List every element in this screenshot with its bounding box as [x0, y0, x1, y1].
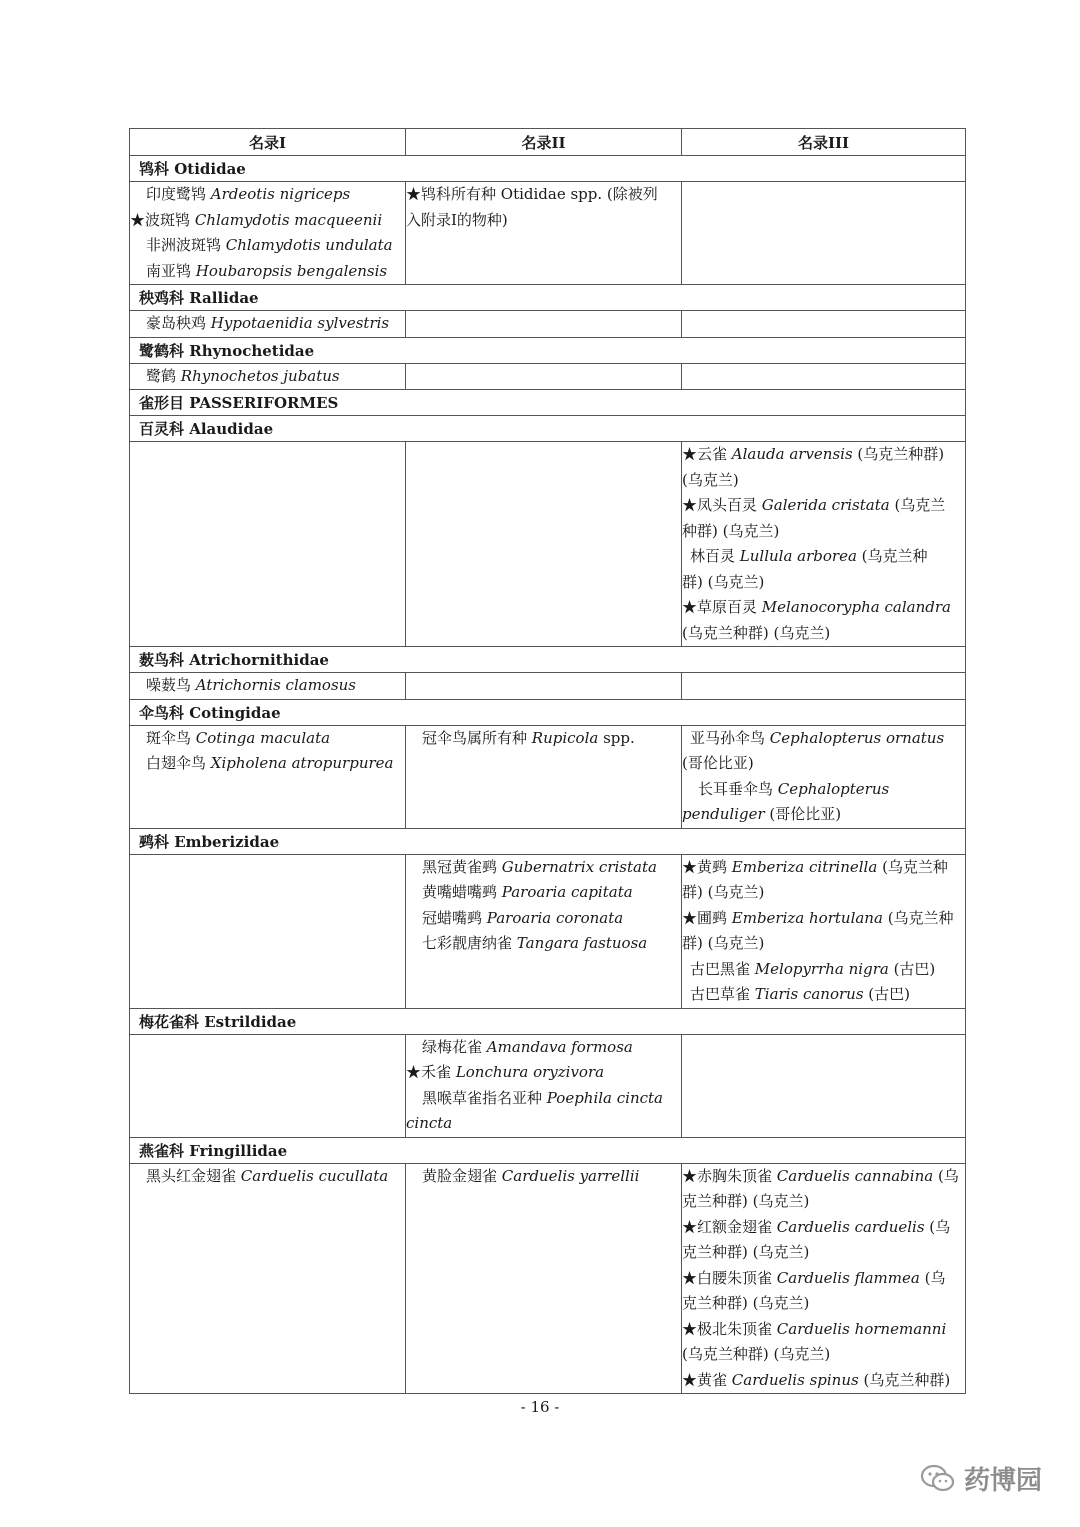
- species-entry-continued: cincta: [406, 1114, 453, 1132]
- species-entry: 印度鹭鸨 Ardeotis nigriceps: [146, 185, 351, 203]
- species-entry: 黑喉草雀指名亚种 Poephila cincta: [422, 1088, 663, 1107]
- table-row: [130, 673, 966, 700]
- table-row: [130, 1034, 966, 1137]
- species-entry: 黑冠黄雀鹀 Gubernatrix cristata: [422, 857, 657, 876]
- appendix-1-cell: [130, 725, 406, 828]
- species-entry: 冠蜡嘴鹀 Paroaria coronata: [422, 908, 624, 927]
- appendix-1-cell: [130, 182, 406, 285]
- family-name: 伞鸟科 Cotingidae: [130, 699, 966, 725]
- appendix-3-cell: [682, 182, 966, 285]
- table-row: [130, 182, 966, 285]
- species-entry: 南亚鸨 Houbaropsis bengalensis: [146, 261, 388, 280]
- family-name: 燕雀科 Fringillidae: [130, 1137, 966, 1163]
- species-entry-continued: (乌克兰种群) (乌克兰): [682, 623, 831, 642]
- watermark: [920, 1460, 1042, 1497]
- appendix-2-cell: [406, 1163, 682, 1394]
- family-row: [130, 156, 966, 182]
- species-entry: ★草原百灵 Melanocorypha calandra: [682, 598, 951, 616]
- family-row: [130, 1008, 966, 1034]
- appendix-1-cell: [130, 854, 406, 1008]
- species-entry: ★黄雀 Carduelis spinus (乌克兰种群): [682, 1370, 951, 1389]
- species-entry: ★极北朱顶雀 Carduelis hornemanni: [682, 1319, 947, 1338]
- species-entry: 豪岛秧鸡 Hypotaenidia sylvestris: [146, 314, 390, 332]
- family-name: 鸨科 Otididae: [130, 156, 966, 182]
- appendix-table: [129, 128, 966, 1394]
- appendix-2-cell: [406, 1034, 682, 1137]
- species-entry: ★红额金翅雀 Carduelis carduelis (乌: [682, 1217, 951, 1236]
- family-row: [130, 416, 966, 442]
- species-entry: ★波斑鸨 Chlamydotis macqueenii: [130, 210, 383, 229]
- header-appendix-3: 名录III: [682, 129, 966, 156]
- species-entry: 鹭鹤 Rhynochetos jubatus: [146, 366, 340, 385]
- header-appendix-2: 名录II: [406, 129, 682, 156]
- family-row: [130, 699, 966, 725]
- order-name: 雀形目 PASSERIFORMES: [130, 390, 966, 416]
- species-entry: 冠伞鸟属所有种 Rupicola spp.: [422, 728, 635, 747]
- species-entry: 黄嘴蜡嘴鹀 Paroaria capitata: [422, 883, 633, 901]
- appendix-2-cell: [406, 363, 682, 390]
- page-number: - 16 -: [520, 1398, 560, 1416]
- species-entry: 白翅伞鸟 Xipholena atropurpurea: [146, 754, 394, 772]
- family-name: 鹭鹤科 Rhynochetidae: [130, 337, 966, 363]
- appendix-1-cell: [130, 1163, 406, 1394]
- species-entry-continued: (乌克兰种群) (乌克兰): [682, 1345, 831, 1363]
- appendix-2-cell: [406, 673, 682, 700]
- species-entry: 黄脸金翅雀 Carduelis yarrellii: [422, 1166, 640, 1185]
- appendix-1-cell: [130, 311, 406, 338]
- species-entry: 七彩靓唐纳雀 Tangara fastuosa: [422, 934, 648, 952]
- appendix-1-cell: [130, 1034, 406, 1137]
- species-entry-continued: penduliger (哥伦比亚): [682, 805, 842, 823]
- family-row: [130, 828, 966, 854]
- appendix-3-cell: [682, 854, 966, 1008]
- species-entry-continued: 克兰种群) (乌克兰): [682, 1294, 810, 1312]
- species-entry: ★鸨科所有种 Otididae spp. (除被列: [406, 185, 658, 203]
- family-name: 薮鸟科 Atrichornithidae: [130, 647, 966, 673]
- appendix-1-cell: [130, 673, 406, 700]
- appendix-1-cell: [130, 442, 406, 647]
- species-entry: ★赤胸朱顶雀 Carduelis cannabina (乌: [682, 1166, 959, 1185]
- species-entry: 绿梅花雀 Amandava formosa: [422, 1037, 633, 1056]
- species-entry: 斑伞鸟 Cotinga maculata: [146, 728, 331, 747]
- species-entry: 古巴黑雀 Melopyrrha nigra (古巴): [690, 959, 936, 978]
- species-entry: ★白腰朱顶雀 Carduelis flammea (乌: [682, 1268, 946, 1287]
- appendix-3-cell: [682, 725, 966, 828]
- species-entry: 林百灵 Lullula arborea (乌克兰种: [690, 547, 928, 565]
- family-name: 梅花雀科 Estrildidae: [130, 1008, 966, 1034]
- species-entry-continued: 群) (乌克兰): [682, 572, 765, 591]
- appendix-3-cell: [682, 1034, 966, 1137]
- species-entry: ★凤头百灵 Galerida cristata (乌克兰: [682, 496, 946, 514]
- species-entry: 黑头红金翅雀 Carduelis cucullata: [146, 1166, 389, 1185]
- table-row: [130, 1163, 966, 1394]
- appendix-2-cell: [406, 725, 682, 828]
- table-row: [130, 854, 966, 1008]
- species-entry: ★禾雀 Lonchura oryzivora: [406, 1063, 605, 1081]
- species-entry: 非洲波斑鸨 Chlamydotis undulata: [146, 236, 393, 254]
- wechat-icon: [920, 1464, 956, 1494]
- family-name: 鹀科 Emberizidae: [130, 828, 966, 854]
- family-row: [130, 1137, 966, 1163]
- species-entry-continued: 群) (乌克兰): [682, 934, 765, 952]
- watermark-text: 药博园: [964, 1466, 1043, 1496]
- species-entry: ★云雀 Alauda arvensis (乌克兰种群): [682, 445, 945, 463]
- species-entry: 长耳垂伞鸟 Cephalopterus: [698, 779, 890, 798]
- species-entry-continued: 克兰种群) (乌克兰): [682, 1243, 810, 1261]
- appendix-3-cell: [682, 363, 966, 390]
- table-row: [130, 442, 966, 647]
- species-entry: 古巴草雀 Tiaris canorus (古巴): [690, 985, 911, 1003]
- family-row: [130, 647, 966, 673]
- appendix-2-cell: [406, 442, 682, 647]
- species-entry: 亚马孙伞鸟 Cephalopterus ornatus: [690, 728, 945, 747]
- family-name: 百灵科 Alaudidae: [130, 416, 966, 442]
- table-header-row: [130, 129, 966, 156]
- species-entry-continued: (哥伦比亚): [682, 754, 754, 772]
- species-entry-continued: 种群) (乌克兰): [682, 521, 780, 540]
- species-entry-continued: 克兰种群) (乌克兰): [682, 1192, 810, 1210]
- species-entry: ★圃鹀 Emberiza hortulana (乌克兰种: [682, 908, 954, 927]
- table-row: [130, 311, 966, 338]
- appendix-3-cell: [682, 311, 966, 338]
- appendix-2-cell: [406, 311, 682, 338]
- family-row: [130, 285, 966, 311]
- appendix-3-cell: [682, 1163, 966, 1394]
- appendix-2-cell: [406, 182, 682, 285]
- family-name: 秧鸡科 Rallidae: [130, 285, 966, 311]
- appendix-3-cell: [682, 673, 966, 700]
- order-row: [130, 390, 966, 416]
- species-entry: 噪薮鸟 Atrichornis clamosus: [146, 676, 356, 694]
- appendix-1-cell: [130, 363, 406, 390]
- species-entry: ★黄鹀 Emberiza citrinella (乌克兰种: [682, 857, 948, 876]
- table-row: [130, 725, 966, 828]
- species-entry-continued: 入附录I的物种): [406, 210, 508, 229]
- appendix-2-cell: [406, 854, 682, 1008]
- species-entry-continued: (乌克兰): [682, 470, 739, 489]
- appendix-3-cell: [682, 442, 966, 647]
- family-row: [130, 337, 966, 363]
- species-entry-continued: 群) (乌克兰): [682, 883, 765, 901]
- table-row: [130, 363, 966, 390]
- header-appendix-1: 名录I: [130, 129, 406, 156]
